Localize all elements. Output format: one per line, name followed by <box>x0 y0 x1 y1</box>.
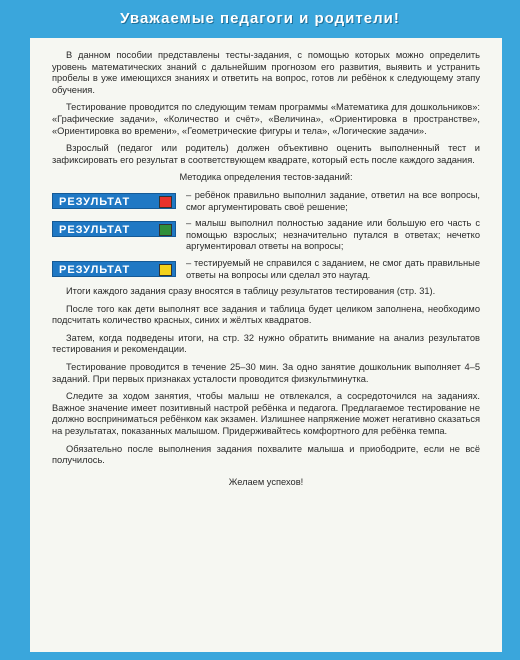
method-heading: Методика определения тестов-заданий: <box>179 172 353 183</box>
result-badge-label: РЕЗУЛЬТАТ <box>59 263 131 276</box>
green-square-icon <box>159 224 172 236</box>
intro-paragraph-3: Взрослый (педагог или родитель) должен объективно оценить выполненный тест и зафиксировать его результат в соответствующем квадрате, который есть после каждого задания. <box>52 143 480 165</box>
red-square-icon <box>159 196 172 208</box>
yellow-square-icon <box>159 264 172 276</box>
result-badge-yellow <box>52 261 176 277</box>
body-paragraph-8: Следите за ходом занятия, чтобы малыш не отвлекался, а сосредоточился на заданиях. Важное значение имеет позитивный настрой ребёнка и педагога. Предлагаемое тестирование не должно восприниматься ребёнком как экзамен. Излишнее напряжение может негативно сказаться на результатах, показанных малышом. Придерживайтесь комфортного для ребёнка темпа. <box>52 391 480 437</box>
result-description-yellow: – тестируемый не справился с заданием, не смог дать правильные ответы на вопросы или сделал это наугад. <box>186 257 480 280</box>
body-paragraph-6: Затем, когда подведены итоги, на стр. 32 нужно обратить внимание на анализ результатов тестирования и рекомендации. <box>52 332 480 355</box>
body-paragraph-5: После того как дети выполнят все задания и таблица будет целиком заполнена, необходимо подсчитать количество красных, синих и жёлтых квадратов. <box>52 303 480 326</box>
body-paragraph-4: Итоги каждого задания сразу вносятся в таблицу результатов тестирования (стр. 31). <box>66 286 436 297</box>
result-badge-red <box>52 193 176 209</box>
intro-paragraph-1: В данном пособии представлены тесты-задания, с помощью которых можно определить уровень математических знаний с дальнейшим прогнозом его развития, выявить и устранить пробелы в уже имеющихся знаниях и ответить на вопрос, готов ли ребёнок к следующему этапу обучения. <box>52 50 480 95</box>
result-badge-label: РЕЗУЛЬТАТ <box>59 224 131 237</box>
result-badge-green <box>52 221 176 237</box>
page-title: Уважаемые педагоги и родители! <box>120 10 400 27</box>
document-page <box>30 38 502 652</box>
body-paragraph-7: Тестирование проводится в течение 25–30 мин. За одно занятие дошкольник выполняет 4–5 заданий. При первых признаках усталости проводится физкультминутка. <box>52 362 480 384</box>
closing-wish: Желаем успехов! <box>228 476 304 487</box>
result-row-red <box>52 190 480 213</box>
result-description-green: – малыш выполнил полностью задание или большую его часть с помощью взрослых; незначительно путался в ответах; нечетко аргументировал ответы на вопросы; <box>186 218 480 252</box>
result-row-yellow <box>52 258 480 281</box>
intro-paragraph-2: Тестирование проводится по следующим темам программы «Математика для дошкольников»: «Графические задачи», «Количество и счёт», «Величина», «Ориентировка в пространстве», «Ориентировка во времени», «Геометрические фигуры и тела», «Логические задачи». <box>52 102 480 136</box>
body-paragraph-9: Обязательно после выполнения задания похвалите малыша и приободрите, если не всё получилось. <box>52 443 480 466</box>
result-row-green <box>52 218 480 253</box>
result-description-red: – ребёнок правильно выполнил задание, ответил на все вопросы, смог аргументировать своё решение; <box>186 189 480 212</box>
result-badge-label: РЕЗУЛЬТАТ <box>59 195 131 208</box>
